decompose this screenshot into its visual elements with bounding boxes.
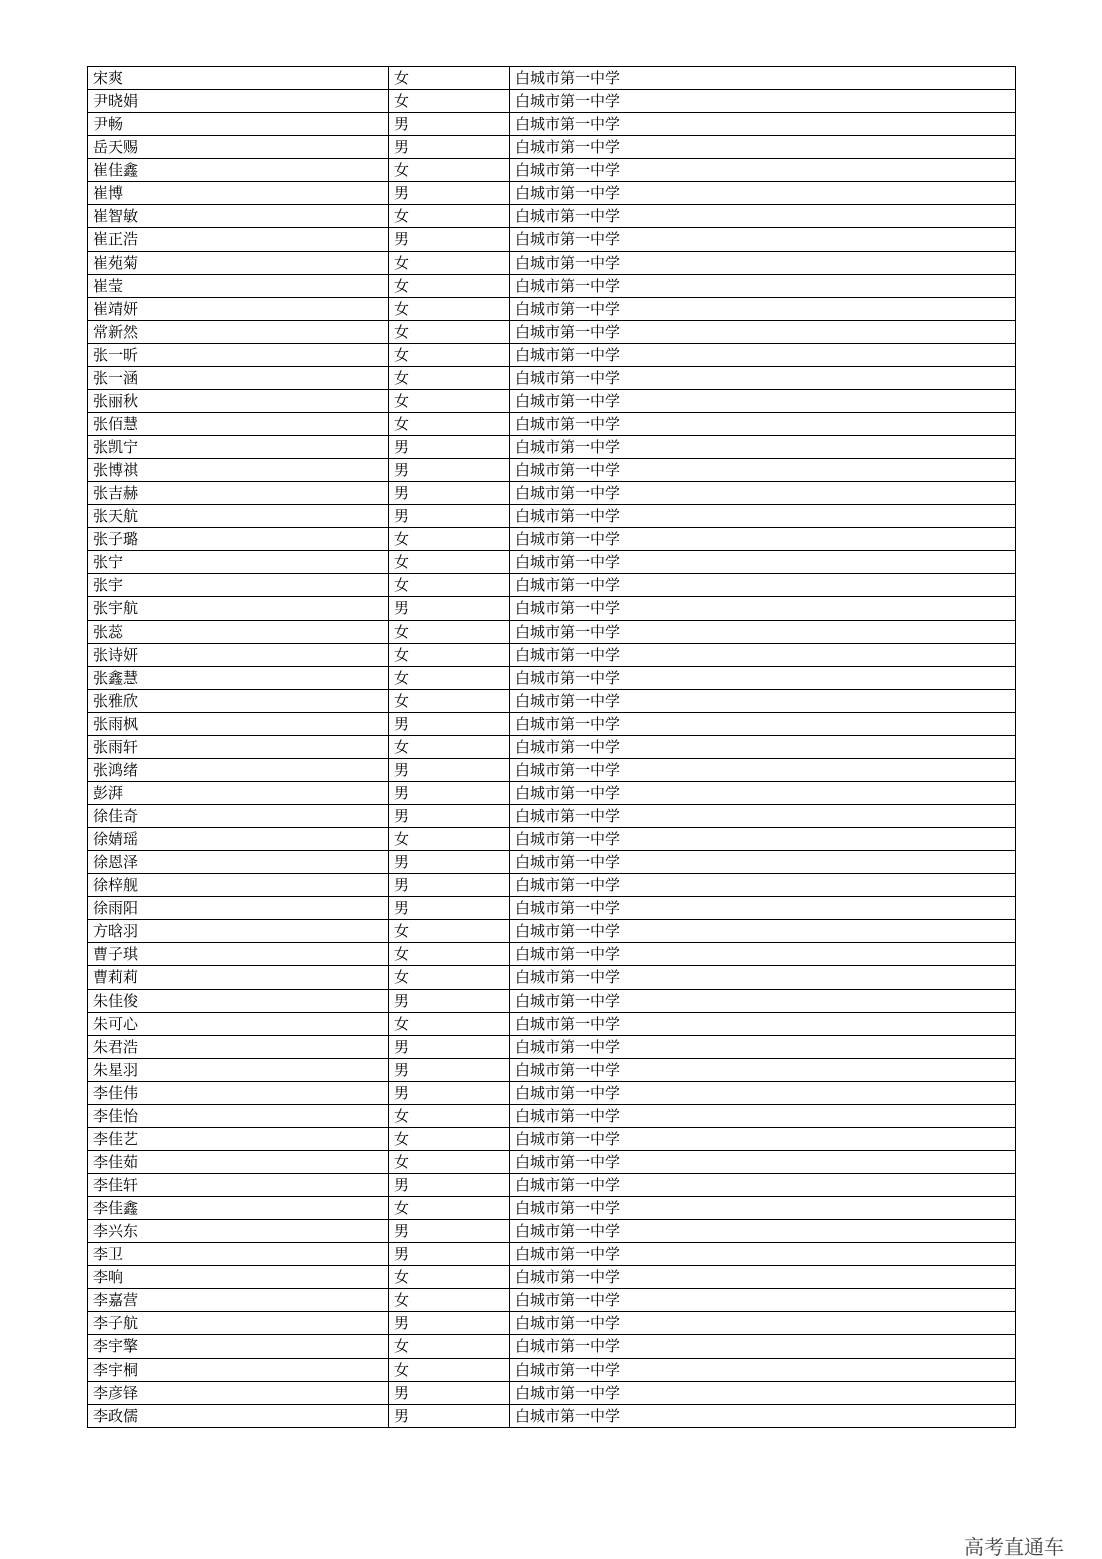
school-cell: 白城市第一中学 [510, 1197, 1016, 1220]
table-row [88, 666, 1016, 689]
school-cell: 白城市第一中学 [510, 436, 1016, 459]
gender-cell: 女 [389, 1012, 510, 1035]
name-cell: 李政儒 [88, 1404, 389, 1427]
name-cell: 崔智敏 [88, 205, 389, 228]
gender-cell: 男 [389, 1312, 510, 1335]
table-row [88, 205, 1016, 228]
gender-cell: 男 [389, 1058, 510, 1081]
gender-cell: 女 [389, 1197, 510, 1220]
gender-cell: 女 [389, 643, 510, 666]
name-cell: 张博祺 [88, 459, 389, 482]
school-cell: 白城市第一中学 [510, 459, 1016, 482]
gender-cell: 女 [389, 689, 510, 712]
name-cell: 尹晓娟 [88, 90, 389, 113]
name-cell: 李佳茹 [88, 1150, 389, 1173]
name-cell: 李宇擎 [88, 1335, 389, 1358]
school-cell: 白城市第一中学 [510, 1035, 1016, 1058]
name-cell: 李佳轩 [88, 1174, 389, 1197]
name-cell: 张天航 [88, 505, 389, 528]
gender-cell: 女 [389, 251, 510, 274]
name-cell: 张宇航 [88, 597, 389, 620]
gender-cell: 男 [389, 851, 510, 874]
gender-cell: 女 [389, 943, 510, 966]
table-row [88, 1035, 1016, 1058]
name-cell: 李彦铎 [88, 1381, 389, 1404]
table-row [88, 1220, 1016, 1243]
gender-cell: 女 [389, 920, 510, 943]
school-cell: 白城市第一中学 [510, 620, 1016, 643]
name-cell: 尹畅 [88, 113, 389, 136]
table-row [88, 620, 1016, 643]
gender-cell: 女 [389, 828, 510, 851]
table-row [88, 1012, 1016, 1035]
name-cell: 张宁 [88, 551, 389, 574]
gender-cell: 男 [389, 1220, 510, 1243]
school-cell: 白城市第一中学 [510, 643, 1016, 666]
table-row [88, 828, 1016, 851]
school-cell: 白城市第一中学 [510, 1243, 1016, 1266]
gender-cell: 女 [389, 159, 510, 182]
name-cell: 李佳怡 [88, 1104, 389, 1127]
name-cell: 常新然 [88, 320, 389, 343]
table-row [88, 1335, 1016, 1358]
name-cell: 岳天赐 [88, 136, 389, 159]
table-row [88, 689, 1016, 712]
name-cell: 李佳鑫 [88, 1197, 389, 1220]
gender-cell: 女 [389, 528, 510, 551]
name-cell: 崔莹 [88, 274, 389, 297]
school-cell: 白城市第一中学 [510, 989, 1016, 1012]
school-cell: 白城市第一中学 [510, 482, 1016, 505]
name-cell: 张吉赫 [88, 482, 389, 505]
table-row [88, 343, 1016, 366]
school-cell: 白城市第一中学 [510, 851, 1016, 874]
gender-cell: 男 [389, 897, 510, 920]
gender-cell: 女 [389, 1127, 510, 1150]
table-row [88, 436, 1016, 459]
table-row [88, 1289, 1016, 1312]
gender-cell: 男 [389, 1174, 510, 1197]
student-list-table [87, 66, 1016, 1428]
name-cell: 张一涵 [88, 366, 389, 389]
school-cell: 白城市第一中学 [510, 1150, 1016, 1173]
school-cell: 白城市第一中学 [510, 1081, 1016, 1104]
school-cell: 白城市第一中学 [510, 805, 1016, 828]
school-cell: 白城市第一中学 [510, 1220, 1016, 1243]
table-row [88, 389, 1016, 412]
name-cell: 曹莉莉 [88, 966, 389, 989]
school-cell: 白城市第一中学 [510, 1127, 1016, 1150]
gender-cell: 女 [389, 1289, 510, 1312]
table-row [88, 1081, 1016, 1104]
school-cell: 白城市第一中学 [510, 874, 1016, 897]
school-cell: 白城市第一中学 [510, 389, 1016, 412]
name-cell: 朱君浩 [88, 1035, 389, 1058]
name-cell: 张雨枫 [88, 712, 389, 735]
table-row [88, 1312, 1016, 1335]
table-row [88, 320, 1016, 343]
school-cell: 白城市第一中学 [510, 1058, 1016, 1081]
gender-cell: 女 [389, 205, 510, 228]
table-row [88, 136, 1016, 159]
school-cell: 白城市第一中学 [510, 712, 1016, 735]
school-cell: 白城市第一中学 [510, 320, 1016, 343]
school-cell: 白城市第一中学 [510, 1104, 1016, 1127]
name-cell: 张雅欣 [88, 689, 389, 712]
name-cell: 崔靖妍 [88, 297, 389, 320]
name-cell: 张子璐 [88, 528, 389, 551]
name-cell: 李嘉营 [88, 1289, 389, 1312]
name-cell: 彭湃 [88, 781, 389, 804]
name-cell: 张诗妍 [88, 643, 389, 666]
name-cell: 崔苑菊 [88, 251, 389, 274]
table-row [88, 966, 1016, 989]
table-row [88, 1058, 1016, 1081]
name-cell: 张丽秋 [88, 389, 389, 412]
table-row [88, 781, 1016, 804]
name-cell: 徐雨阳 [88, 897, 389, 920]
gender-cell: 女 [389, 1358, 510, 1381]
table-row [88, 528, 1016, 551]
gender-cell: 女 [389, 412, 510, 435]
school-cell: 白城市第一中学 [510, 182, 1016, 205]
school-cell: 白城市第一中学 [510, 574, 1016, 597]
gender-cell: 女 [389, 666, 510, 689]
table-row [88, 1104, 1016, 1127]
gender-cell: 女 [389, 735, 510, 758]
gender-cell: 男 [389, 781, 510, 804]
name-cell: 方晗羽 [88, 920, 389, 943]
table-row [88, 805, 1016, 828]
gender-cell: 男 [389, 1381, 510, 1404]
gender-cell: 女 [389, 389, 510, 412]
school-cell: 白城市第一中学 [510, 113, 1016, 136]
gender-cell: 男 [389, 1035, 510, 1058]
table-row [88, 735, 1016, 758]
name-cell: 徐佳奇 [88, 805, 389, 828]
table-row [88, 1404, 1016, 1427]
gender-cell: 女 [389, 90, 510, 113]
name-cell: 朱佳俊 [88, 989, 389, 1012]
name-cell: 徐梓舰 [88, 874, 389, 897]
school-cell: 白城市第一中学 [510, 781, 1016, 804]
table-row [88, 551, 1016, 574]
table-row [88, 758, 1016, 781]
name-cell: 李佳艺 [88, 1127, 389, 1150]
table-row [88, 113, 1016, 136]
name-cell: 宋爽 [88, 67, 389, 90]
table-row [88, 366, 1016, 389]
school-cell: 白城市第一中学 [510, 666, 1016, 689]
gender-cell: 女 [389, 551, 510, 574]
name-cell: 徐婧瑶 [88, 828, 389, 851]
table-row [88, 1127, 1016, 1150]
school-cell: 白城市第一中学 [510, 758, 1016, 781]
gender-cell: 男 [389, 1081, 510, 1104]
table-row [88, 897, 1016, 920]
table-row [88, 1266, 1016, 1289]
gender-cell: 男 [389, 436, 510, 459]
table-row [88, 920, 1016, 943]
gender-cell: 男 [389, 1243, 510, 1266]
school-cell: 白城市第一中学 [510, 966, 1016, 989]
gender-cell: 女 [389, 574, 510, 597]
school-cell: 白城市第一中学 [510, 297, 1016, 320]
table-row [88, 712, 1016, 735]
name-cell: 曹子琪 [88, 943, 389, 966]
gender-cell: 女 [389, 320, 510, 343]
school-cell: 白城市第一中学 [510, 205, 1016, 228]
table-row [88, 412, 1016, 435]
name-cell: 李佳伟 [88, 1081, 389, 1104]
name-cell: 张蕊 [88, 620, 389, 643]
gender-cell: 男 [389, 482, 510, 505]
name-cell: 李宇桐 [88, 1358, 389, 1381]
name-cell: 崔正浩 [88, 228, 389, 251]
table-row [88, 459, 1016, 482]
school-cell: 白城市第一中学 [510, 90, 1016, 113]
gender-cell: 男 [389, 459, 510, 482]
table-row [88, 1197, 1016, 1220]
school-cell: 白城市第一中学 [510, 1174, 1016, 1197]
school-cell: 白城市第一中学 [510, 528, 1016, 551]
school-cell: 白城市第一中学 [510, 1381, 1016, 1404]
name-cell: 张凯宁 [88, 436, 389, 459]
table-row [88, 1243, 1016, 1266]
gender-cell: 女 [389, 620, 510, 643]
table-row [88, 274, 1016, 297]
table-row [88, 1358, 1016, 1381]
school-cell: 白城市第一中学 [510, 505, 1016, 528]
name-cell: 朱星羽 [88, 1058, 389, 1081]
school-cell: 白城市第一中学 [510, 689, 1016, 712]
table-row [88, 989, 1016, 1012]
school-cell: 白城市第一中学 [510, 67, 1016, 90]
school-cell: 白城市第一中学 [510, 897, 1016, 920]
school-cell: 白城市第一中学 [510, 943, 1016, 966]
school-cell: 白城市第一中学 [510, 1358, 1016, 1381]
name-cell: 李子航 [88, 1312, 389, 1335]
gender-cell: 女 [389, 366, 510, 389]
school-cell: 白城市第一中学 [510, 136, 1016, 159]
name-cell: 李兴东 [88, 1220, 389, 1243]
table-row [88, 597, 1016, 620]
name-cell: 李卫 [88, 1243, 389, 1266]
school-cell: 白城市第一中学 [510, 828, 1016, 851]
table-row [88, 1150, 1016, 1173]
table-row [88, 943, 1016, 966]
school-cell: 白城市第一中学 [510, 1266, 1016, 1289]
gender-cell: 女 [389, 966, 510, 989]
school-cell: 白城市第一中学 [510, 274, 1016, 297]
name-cell: 张佰慧 [88, 412, 389, 435]
table-row [88, 574, 1016, 597]
school-cell: 白城市第一中学 [510, 1404, 1016, 1427]
gender-cell: 女 [389, 67, 510, 90]
table-row [88, 297, 1016, 320]
name-cell: 李响 [88, 1266, 389, 1289]
gender-cell: 男 [389, 505, 510, 528]
gender-cell: 女 [389, 343, 510, 366]
gender-cell: 男 [389, 874, 510, 897]
name-cell: 张一昕 [88, 343, 389, 366]
name-cell: 张鸿绪 [88, 758, 389, 781]
school-cell: 白城市第一中学 [510, 551, 1016, 574]
gender-cell: 女 [389, 1266, 510, 1289]
table-row [88, 90, 1016, 113]
watermark-text: 高考直通车 [964, 1535, 1064, 1559]
name-cell: 张宇 [88, 574, 389, 597]
school-cell: 白城市第一中学 [510, 920, 1016, 943]
table-row [88, 851, 1016, 874]
gender-cell: 男 [389, 1404, 510, 1427]
school-cell: 白城市第一中学 [510, 366, 1016, 389]
gender-cell: 女 [389, 297, 510, 320]
gender-cell: 女 [389, 274, 510, 297]
gender-cell: 男 [389, 136, 510, 159]
school-cell: 白城市第一中学 [510, 228, 1016, 251]
table-row [88, 874, 1016, 897]
table-body [88, 67, 1016, 1428]
gender-cell: 男 [389, 758, 510, 781]
table-row [88, 251, 1016, 274]
name-cell: 徐恩泽 [88, 851, 389, 874]
school-cell: 白城市第一中学 [510, 251, 1016, 274]
gender-cell: 男 [389, 805, 510, 828]
gender-cell: 男 [389, 228, 510, 251]
gender-cell: 男 [389, 712, 510, 735]
name-cell: 张鑫慧 [88, 666, 389, 689]
school-cell: 白城市第一中学 [510, 1312, 1016, 1335]
gender-cell: 男 [389, 989, 510, 1012]
school-cell: 白城市第一中学 [510, 412, 1016, 435]
name-cell: 张雨轩 [88, 735, 389, 758]
table-row [88, 1381, 1016, 1404]
name-cell: 崔佳鑫 [88, 159, 389, 182]
gender-cell: 女 [389, 1150, 510, 1173]
gender-cell: 男 [389, 113, 510, 136]
name-cell: 崔博 [88, 182, 389, 205]
table-row [88, 505, 1016, 528]
school-cell: 白城市第一中学 [510, 1012, 1016, 1035]
table-row [88, 159, 1016, 182]
table-row [88, 182, 1016, 205]
table-row [88, 228, 1016, 251]
school-cell: 白城市第一中学 [510, 735, 1016, 758]
school-cell: 白城市第一中学 [510, 1335, 1016, 1358]
school-cell: 白城市第一中学 [510, 597, 1016, 620]
gender-cell: 男 [389, 182, 510, 205]
name-cell: 朱可心 [88, 1012, 389, 1035]
table-row [88, 67, 1016, 90]
school-cell: 白城市第一中学 [510, 1289, 1016, 1312]
table-row [88, 643, 1016, 666]
gender-cell: 男 [389, 597, 510, 620]
gender-cell: 女 [389, 1104, 510, 1127]
school-cell: 白城市第一中学 [510, 159, 1016, 182]
table-row [88, 482, 1016, 505]
table-row [88, 1174, 1016, 1197]
gender-cell: 女 [389, 1335, 510, 1358]
school-cell: 白城市第一中学 [510, 343, 1016, 366]
